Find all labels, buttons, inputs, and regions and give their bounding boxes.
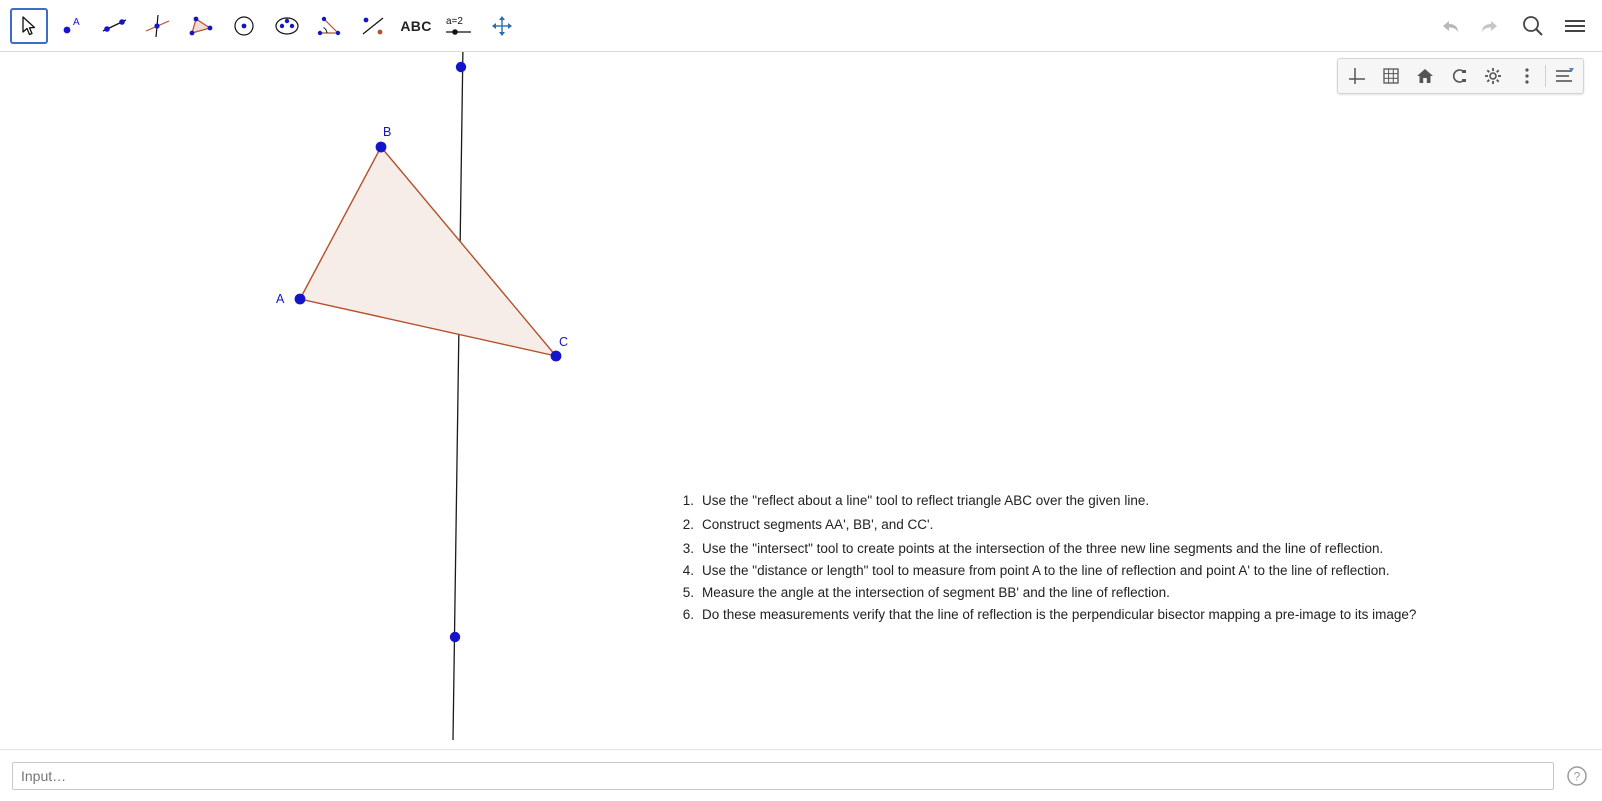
instruction-number: 5. <box>682 585 694 600</box>
instruction-text: Use the "intersect" tool to create points at the intersection of the three new line segments and the line of reflection. <box>702 541 1384 556</box>
algebra-input-field[interactable] <box>12 762 1554 790</box>
stylebar-divider <box>1545 65 1546 87</box>
text-tool[interactable] <box>397 8 435 44</box>
line-point-top[interactable] <box>456 62 466 72</box>
svg-text:?: ? <box>1573 769 1581 783</box>
construction-canvas[interactable] <box>0 52 1602 749</box>
instruction-number: 1. <box>682 493 694 508</box>
instruction-number: 4. <box>682 563 694 578</box>
input-bar <box>0 749 1602 801</box>
instruction-item <box>672 540 1552 557</box>
point-B-label: B <box>383 125 392 139</box>
slider-tool[interactable] <box>440 8 478 44</box>
instruction-text: Use the "distance or length" tool to measure from point A to the line of reflection and point A' to the line of reflection. <box>702 563 1390 578</box>
instructions-text <box>672 492 1552 628</box>
circle-tool[interactable] <box>225 8 263 44</box>
snap-to-grid-button[interactable] <box>1442 60 1476 92</box>
reflect-tool[interactable] <box>354 8 392 44</box>
instruction-item <box>672 516 1552 533</box>
help-icon[interactable] <box>1564 763 1590 789</box>
instruction-text: Measure the angle at the intersection of segment BB' and the line of reflection. <box>702 585 1170 600</box>
angle-tool[interactable] <box>311 8 349 44</box>
point-A[interactable] <box>295 294 306 305</box>
graphics-view[interactable] <box>0 52 1602 749</box>
instruction-text: Construct segments AA', BB', and CC'. <box>702 517 934 532</box>
instruction-number: 6. <box>682 607 694 622</box>
text-tool-label: ABC <box>400 17 432 34</box>
polygon-tool[interactable] <box>182 8 220 44</box>
point-tool[interactable] <box>53 8 91 44</box>
instruction-item <box>672 584 1552 601</box>
point-A-label: A <box>276 292 285 306</box>
instruction-item <box>672 562 1552 579</box>
instruction-item <box>672 492 1552 509</box>
more-options-button[interactable] <box>1510 60 1544 92</box>
instruction-number: 2. <box>682 517 694 532</box>
move-tool[interactable] <box>10 8 48 44</box>
instruction-item <box>672 606 1552 623</box>
search-button[interactable] <box>1518 11 1548 41</box>
redo-button[interactable] <box>1476 11 1506 41</box>
axes-toggle-button[interactable] <box>1340 60 1374 92</box>
point-C[interactable] <box>551 351 562 362</box>
line-point-bottom[interactable] <box>450 632 460 642</box>
toolbar-right-group <box>1434 0 1590 52</box>
view-list-button[interactable] <box>1547 60 1581 92</box>
svg-text:a=2: a=2 <box>446 15 463 27</box>
graphics-style-bar <box>1337 58 1584 94</box>
grid-toggle-button[interactable] <box>1374 60 1408 92</box>
instruction-text: Do these measurements verify that the line of reflection is the perpendicular bisector mapping a pre-image to its image? <box>702 607 1417 622</box>
triangle-ABC[interactable] <box>300 147 556 356</box>
instruction-text: Use the "reflect about a line" tool to reflect triangle ABC over the given line. <box>702 493 1150 508</box>
line-tool[interactable] <box>96 8 134 44</box>
perpendicular-line-tool[interactable] <box>139 8 177 44</box>
move-graphics-tool[interactable] <box>483 8 521 44</box>
main-menu-button[interactable] <box>1560 11 1590 41</box>
settings-button[interactable] <box>1476 60 1510 92</box>
point-B[interactable] <box>376 142 387 153</box>
instruction-number: 3. <box>682 541 694 556</box>
point-C-label: C <box>559 335 569 349</box>
standard-view-button[interactable] <box>1408 60 1442 92</box>
main-toolbar <box>0 0 1602 52</box>
ellipse-tool[interactable] <box>268 8 306 44</box>
svg-text:A: A <box>73 16 80 28</box>
undo-button[interactable] <box>1434 11 1464 41</box>
